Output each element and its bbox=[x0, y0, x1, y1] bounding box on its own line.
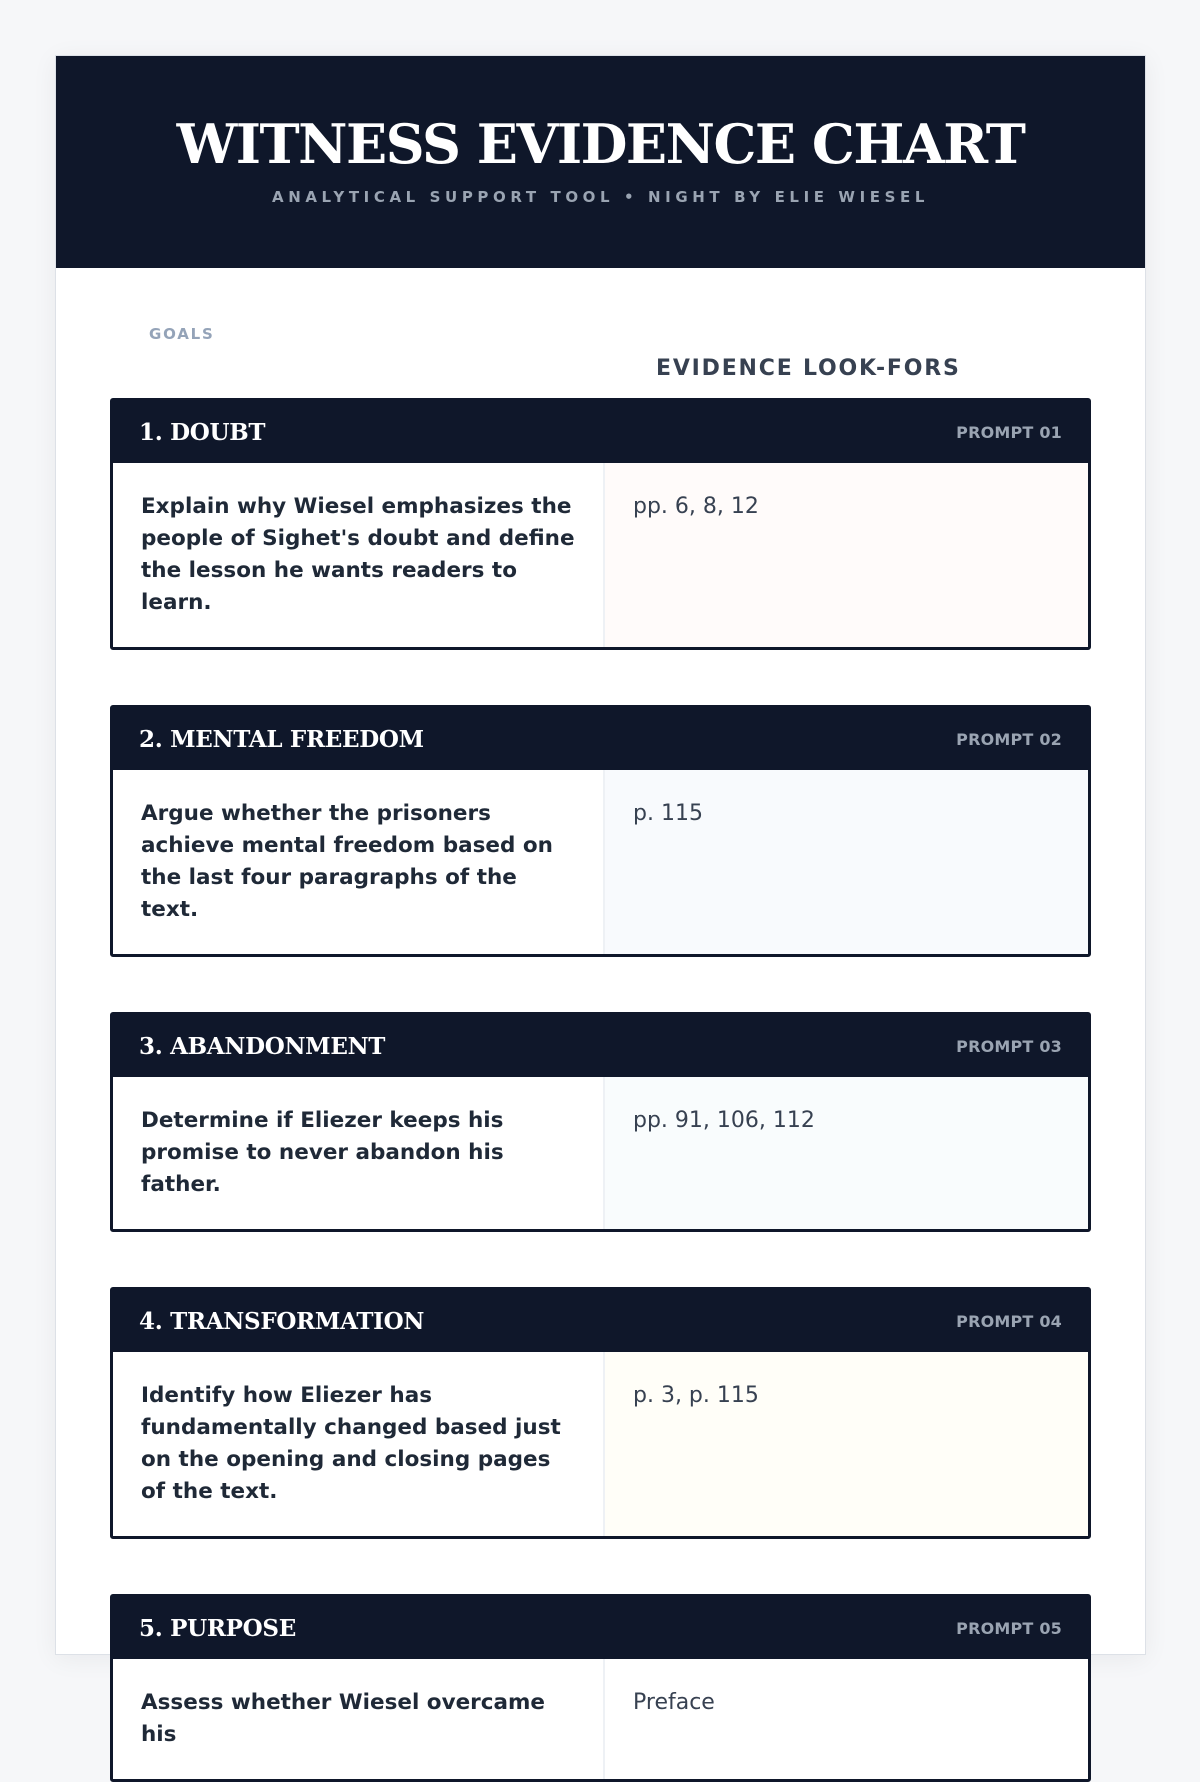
goals-column-header: GOALS bbox=[149, 325, 215, 343]
prompt-card-purpose bbox=[110, 1594, 1091, 1782]
column-headers bbox=[56, 268, 1145, 398]
evidence-cell: pp. 91, 106, 112 bbox=[605, 1077, 1088, 1229]
prompt-number-tag: PROMPT 04 bbox=[956, 1311, 1062, 1331]
prompt-card-body bbox=[113, 1352, 1088, 1536]
goal-text: Assess whether Wiesel overcame his bbox=[113, 1659, 605, 1779]
prompt-card-abandonment bbox=[110, 1012, 1091, 1232]
prompt-card-transformation bbox=[110, 1287, 1091, 1539]
prompt-card-header bbox=[113, 708, 1088, 770]
evidence-cell: pp. 6, 8, 12 bbox=[605, 463, 1088, 647]
goal-text: Argue whether the prisoners achieve mental freedom based on the last four paragraphs of the text. bbox=[113, 770, 605, 954]
chart-sheet bbox=[55, 55, 1146, 1747]
page-title: WITNESS EVIDENCE CHART bbox=[176, 112, 1025, 176]
prompt-card-header bbox=[113, 1290, 1088, 1352]
goal-text: Determine if Eliezer keeps his promise to never abandon his father. bbox=[113, 1077, 605, 1229]
prompt-card-body bbox=[113, 1077, 1088, 1229]
prompt-card-body bbox=[113, 770, 1088, 954]
prompt-card-body bbox=[113, 463, 1088, 647]
prompt-number-tag: PROMPT 03 bbox=[956, 1036, 1062, 1056]
prompt-card-header bbox=[113, 1597, 1088, 1659]
evidence-cell: p. 115 bbox=[605, 770, 1088, 954]
prompt-title: 1. DOUBT bbox=[139, 418, 266, 446]
header-banner bbox=[56, 56, 1145, 268]
goal-text: Explain why Wiesel emphasizes the people of Sighet's doubt and define the lesson he wants readers to learn. bbox=[113, 463, 605, 647]
prompt-title: 5. PURPOSE bbox=[139, 1614, 296, 1642]
prompt-title: 4. TRANSFORMATION bbox=[139, 1307, 425, 1335]
goal-text: Identify how Eliezer has fundamentally changed based just on the opening and closing pages of the text. bbox=[113, 1352, 605, 1536]
prompt-number-tag: PROMPT 02 bbox=[956, 729, 1062, 749]
prompt-card-mental-freedom bbox=[110, 705, 1091, 957]
prompt-card-header bbox=[113, 1015, 1088, 1077]
prompt-number-tag: PROMPT 01 bbox=[956, 422, 1062, 442]
evidence-cell: p. 3, p. 115 bbox=[605, 1352, 1088, 1536]
prompt-number-tag: PROMPT 05 bbox=[956, 1618, 1062, 1638]
prompt-card-doubt bbox=[110, 398, 1091, 650]
evidence-column-header: EVIDENCE LOOK-FORS bbox=[656, 356, 961, 381]
prompt-title: 3. ABANDONMENT bbox=[139, 1032, 386, 1060]
prompt-title: 2. MENTAL FREEDOM bbox=[139, 725, 424, 753]
prompt-list bbox=[56, 398, 1145, 1782]
evidence-cell: Preface bbox=[605, 1659, 1088, 1779]
page-subtitle: ANALYTICAL SUPPORT TOOL • NIGHT BY ELIE WIESEL bbox=[271, 188, 930, 206]
prompt-card-body bbox=[113, 1659, 1088, 1779]
